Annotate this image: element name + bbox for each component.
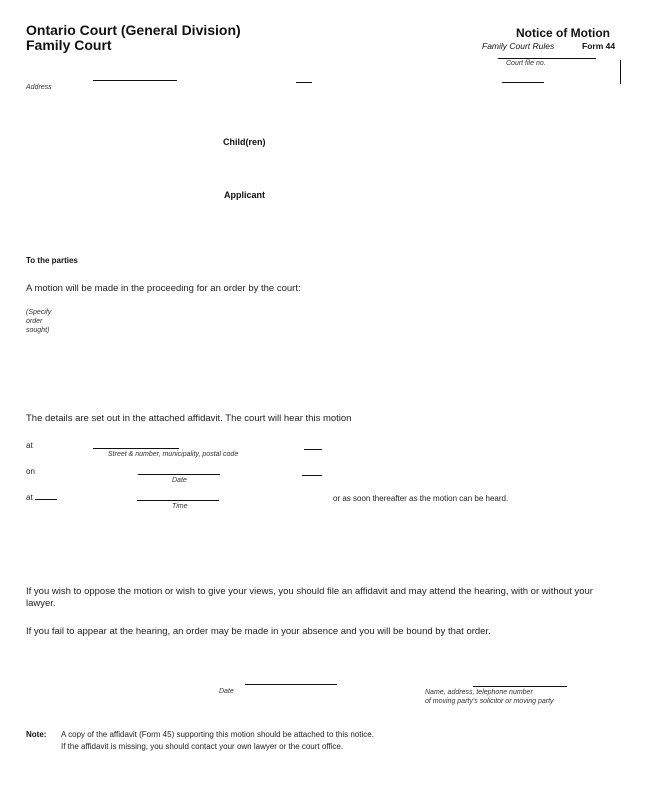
applicant-label: Applicant [224, 190, 266, 200]
address-label: Address [26, 84, 52, 91]
name-caption-1: Name, address, telephone number [425, 689, 533, 696]
rules-label: Family Court Rules [482, 41, 555, 51]
on-date-label: on [26, 467, 35, 476]
form-number: Form 44 [582, 41, 616, 51]
specify-label-3: sought) [26, 327, 50, 334]
form-title: Notice of Motion [516, 26, 610, 40]
court-file-label: Court file no. [506, 60, 546, 67]
specify-label-1: (Specify [26, 309, 52, 316]
note-line2: If the affidavit is missing, you should contact your own lawyer or the court office. [61, 742, 344, 751]
motion-intro: A motion will be made in the proceeding for an order by the court: [26, 283, 301, 294]
at-time-label: at [26, 493, 33, 502]
time-line-short [35, 499, 57, 500]
fail-text: If you fail to appear at the hearing, an order may be made in your absence and you will be bound by that order. [26, 626, 491, 637]
date-line [138, 474, 220, 475]
court-name: Ontario Court (General Division) [26, 22, 241, 38]
vertical-rule [620, 60, 621, 84]
address-line-short [296, 82, 312, 83]
address-line [93, 80, 177, 81]
time-caption: Time [172, 503, 188, 510]
details-text: The details are set out in the attached affidavit. The court will hear this motion [26, 413, 352, 424]
location-caption: Street & number, municipality, postal code [108, 451, 239, 458]
note-line1: A copy of the affidavit (Form 45) supporting this motion should be attached to this notice. [61, 730, 374, 739]
date-line-short [302, 475, 322, 476]
note-label: Note: [26, 730, 47, 739]
date-signature-line [245, 684, 337, 685]
at-location-label: at [26, 441, 33, 450]
court-file-line-2 [502, 82, 544, 83]
name-caption-2: of moving party's solicitor or moving party [425, 698, 554, 705]
court-file-line [498, 58, 596, 59]
as-soon-text: or as soon thereafter as the motion can be heard. [333, 494, 509, 503]
oppose-text-line2: lawyer. [26, 598, 56, 609]
signature-date-label: Date [219, 688, 234, 695]
date-caption: Date [172, 477, 187, 484]
location-line [93, 448, 179, 449]
name-signature-line [473, 686, 567, 687]
specify-label-2: order [26, 318, 43, 325]
to-parties-heading: To the parties [26, 256, 78, 265]
location-line-short [304, 449, 322, 450]
court-division: Family Court [26, 37, 112, 53]
time-line [137, 500, 219, 501]
children-label: Child(ren) [223, 137, 266, 147]
oppose-text-line1: If you wish to oppose the motion or wish to give your views, you should file an affidavit and may attend the hearing, with or without your [26, 586, 593, 597]
